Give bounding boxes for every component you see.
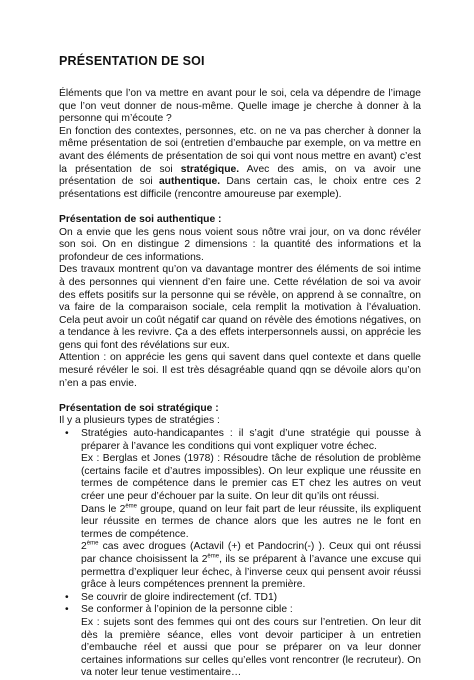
strategy-gloire-indirecte: Se couvrir de gloire indirectement (cf. TD1): [81, 591, 278, 603]
authentique-paragraph-3: Attention : on apprécie les gens qui savent dans quel contexte et dans quelle mesuré révéler le soi. Il est très désagréable quand qqn se dévoile alors qu’on n’en a pas envie.: [59, 352, 421, 389]
strategy-conformer-opinion: Se conformer à l’opinion de la personne cible :: [81, 604, 293, 616]
intro-text-c: Avec des amis, on va avoir une présentation de soi: [59, 163, 421, 188]
group2-text-b: groupe, quand on leur fait part de leur réussite, ils expliquent leur réussite en termes de chance alors que les autres ne le font en termes de compétence.: [81, 503, 421, 540]
drugs-superscript-2: ème: [207, 553, 220, 560]
list-item: [59, 428, 421, 592]
section-heading-strategique: Présentation de soi stratégique :: [59, 402, 219, 414]
strategique-term: stratégique.: [180, 163, 240, 175]
example-group-2: [81, 504, 421, 542]
document-page: [59, 54, 421, 680]
example-entretien: Ex : sujets sont des femmes qui ont des cours sur l’entretien. On leur dit dès la première séance, elles vont devoir participer à un entretien d’embauche réel et aussi que pour se préparer on va leur donner certaines informations sur celles qu’elles vont rencontrer (le recruteur). On va noter leur tenue vestimentaire…: [81, 616, 421, 679]
section-heading-authentique: Présentation de soi authentique :: [59, 213, 222, 225]
intro-text-e: Dans certain cas, le choix entre ces 2 présentations est difficile (rencontre amoureuse par exemple).: [59, 176, 421, 200]
authentique-term: authentique.: [158, 176, 221, 188]
authentique-paragraph-1: On a envie que les gens nous voient sous nôtre vrai jour, on va donc révéler son soi. On en distingue 2 dimensions : la quantité des informations et la profondeur de ces informations.: [59, 226, 421, 263]
strategique-intro: Il y a plusieurs types de stratégies :: [59, 415, 220, 427]
bullet-icon: •: [65, 604, 69, 616]
bullet-icon: •: [65, 428, 69, 440]
drugs-text-b: , ils se préparent à l’avance une excuse qui permettra d’expliquer leur échec, à l’inverse ceux qui pensent avoir réussi grâce à leurs compétences prennent la première.: [81, 553, 421, 591]
example-drugs: [81, 541, 421, 591]
drugs-superscript-1: ème: [86, 540, 99, 547]
drugs-number: 2: [81, 541, 87, 553]
strategy-list: [59, 428, 421, 680]
list-item: [59, 604, 421, 680]
intro-paragraph-2: [59, 126, 421, 202]
example-berglas-jones: Ex : Berglas et Jones (1978) : Résoudre tâche de résolution de problème (certains facile et d’autres impossibles). On leur explique une réussite en termes de compétence dans le premier cas ET chez les autres on veut créer une peur d’échouer par la suite. On leur dit qu’ils ont réussi.: [81, 453, 421, 502]
group2-text-a: Dans le 2: [81, 503, 126, 515]
strategy-auto-handicapantes: Stratégies auto-handicapantes : il s’agit d’une stratégie qui pousse à préparer à l’avance les conditions qui vont expliquer votre échec.: [81, 428, 421, 452]
page-title: PRÉSENTATION DE SOI: [59, 54, 205, 68]
bullet-icon: •: [65, 591, 69, 603]
list-item: [59, 592, 421, 605]
authentique-paragraph-2: Des travaux montrent qu’on va davantage montrer des éléments de soi intime à des personnes qui viennent d’en faire une. Cette révélation de soi va avoir des effets positifs sur la personne qui se révèle, on apprend à se connaître, on va faire de la comparaison sociale, cela remplit la motivation à l’évaluation. Cela peut avoir un coût négatif car quand on révèle des émotions négatives, on a tendance à les revivre. Ça a des effets interpersonnels aussi, on apprécie les gens qui font des révélations sur eux.: [59, 264, 421, 351]
drugs-text-a: cas avec drogues (Actavil (+) et Pandocrin(-) ). Ceux qui ont réussi par chance choisissent la 2: [81, 541, 421, 565]
intro-text-a: En fonction des contextes, personnes, etc. on ne va pas chercher à donner la même présentation de soi (entretien d’embauche par exemple, on va mettre en avant des éléments de présentation de soi qui vont nous mettre en avant) c’est la présentation de soi: [59, 125, 421, 175]
intro-paragraph-1: Éléments que l’on va mettre en avant pour le soi, cela va dépendre de l’image que l’on veut donner de nous-même. Quelle image je cherche à donner à la personne qui m’écoute ?: [59, 88, 421, 125]
group2-superscript: ème: [125, 503, 138, 510]
